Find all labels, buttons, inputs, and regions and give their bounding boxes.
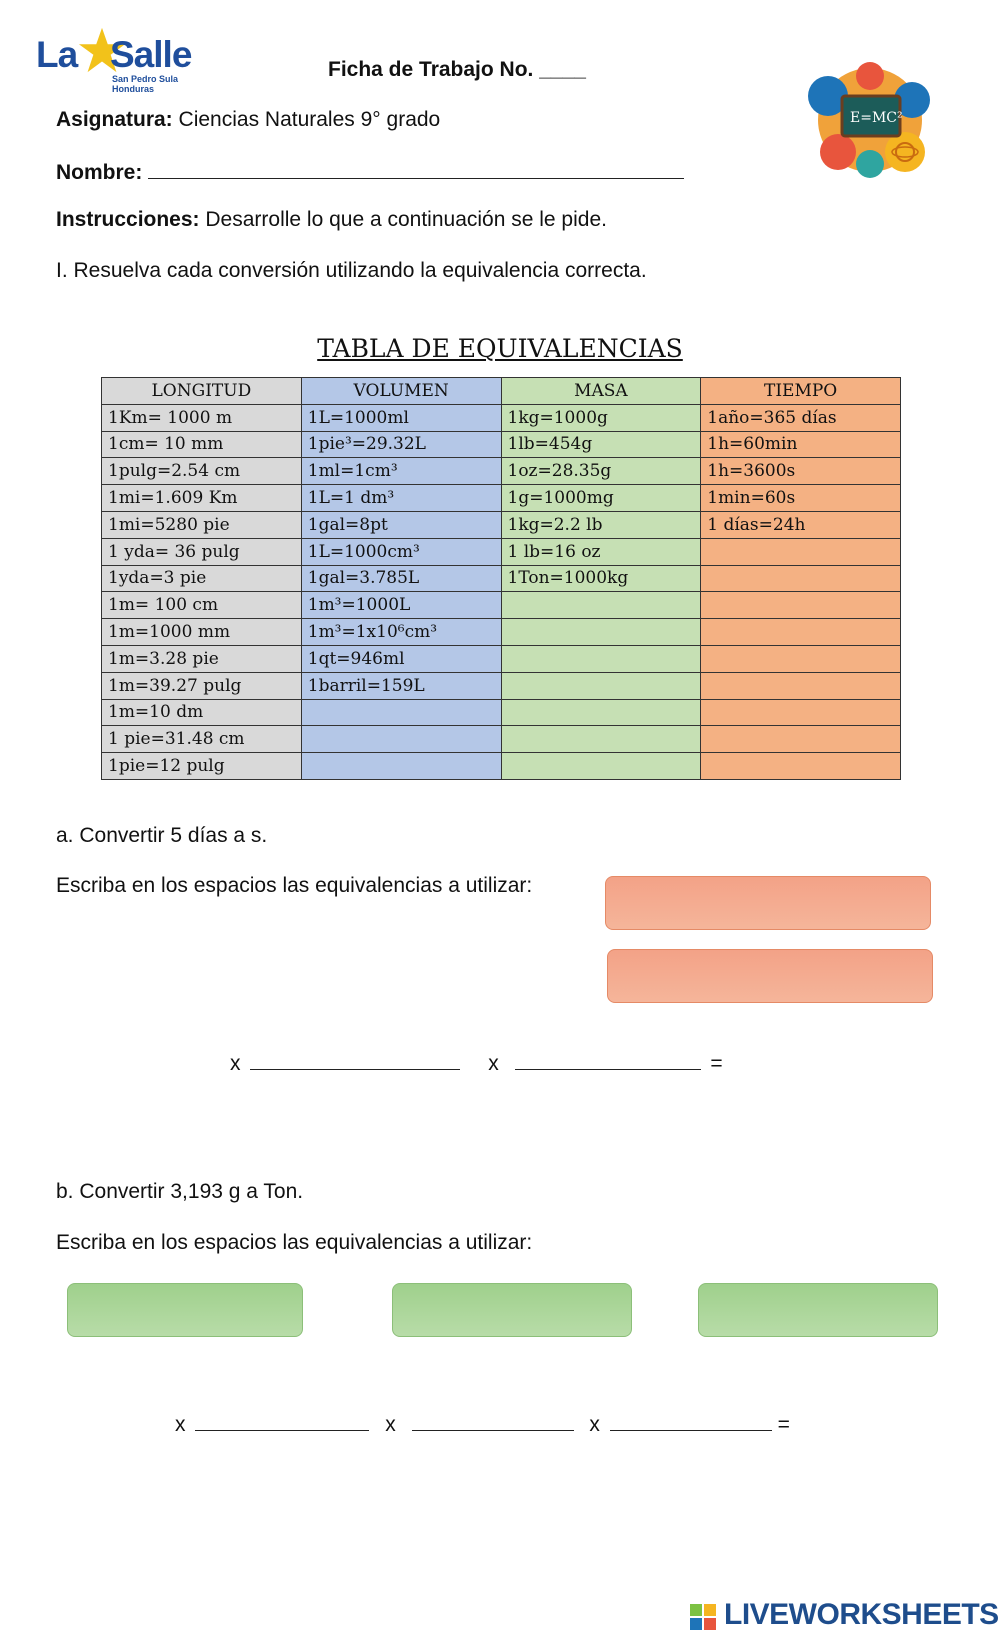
table-row bbox=[102, 619, 901, 646]
cell-masa: 1 lb=16 oz bbox=[501, 538, 701, 565]
cell-masa bbox=[501, 699, 701, 726]
cell-longitud: 1m=10 dm bbox=[102, 699, 302, 726]
table-row bbox=[102, 511, 901, 538]
cell-volumen: 1barril=159L bbox=[301, 672, 501, 699]
equals-sign: = bbox=[777, 1413, 790, 1436]
header-longitud: LONGITUD bbox=[102, 378, 302, 405]
answer-box-b3[interactable] bbox=[698, 1283, 938, 1337]
subject-line bbox=[56, 108, 440, 132]
cell-longitud: 1m=3.28 pie bbox=[102, 645, 302, 672]
blank-b3[interactable] bbox=[610, 1410, 772, 1431]
name-label: Nombre: bbox=[56, 161, 143, 184]
table-row bbox=[102, 431, 901, 458]
cell-tiempo: 1min=60s bbox=[701, 485, 901, 512]
table-row bbox=[102, 726, 901, 753]
cell-tiempo bbox=[701, 699, 901, 726]
cell-masa: 1kg=1000g bbox=[501, 404, 701, 431]
cell-masa bbox=[501, 592, 701, 619]
cell-tiempo bbox=[701, 726, 901, 753]
exercise-a-instruction: Escriba en los espacios las equivalencias a utilizar: bbox=[56, 874, 533, 897]
cell-masa: 1Ton=1000kg bbox=[501, 565, 701, 592]
blank-b2[interactable] bbox=[412, 1410, 574, 1431]
cell-volumen: 1ml=1cm³ bbox=[301, 458, 501, 485]
cell-tiempo: 1 días=24h bbox=[701, 511, 901, 538]
cell-longitud: 1m=39.27 pulg bbox=[102, 672, 302, 699]
cell-volumen: 1L=1000ml bbox=[301, 404, 501, 431]
cell-masa bbox=[501, 645, 701, 672]
cell-longitud: 1 yda= 36 pulg bbox=[102, 538, 302, 565]
cell-volumen: 1gal=8pt bbox=[301, 511, 501, 538]
header-volumen: VOLUMEN bbox=[301, 378, 501, 405]
cell-volumen bbox=[301, 699, 501, 726]
cell-longitud: 1m=1000 mm bbox=[102, 619, 302, 646]
equals-sign: = bbox=[710, 1052, 723, 1075]
cell-tiempo bbox=[701, 672, 901, 699]
cell-volumen: 1pie³=29.32L bbox=[301, 431, 501, 458]
cell-volumen: 1qt=946ml bbox=[301, 645, 501, 672]
cell-tiempo bbox=[701, 538, 901, 565]
multiply-sign: x bbox=[488, 1052, 499, 1075]
cell-masa bbox=[501, 753, 701, 780]
blank-b1[interactable] bbox=[195, 1410, 369, 1431]
instructions-text: Desarrolle lo que a continuación se le pide. bbox=[205, 208, 607, 231]
multiply-sign: x bbox=[175, 1413, 186, 1436]
answer-box-b2[interactable] bbox=[392, 1283, 632, 1337]
subject-value: Ciencias Naturales 9° grado bbox=[178, 108, 441, 131]
cell-masa: 1lb=454g bbox=[501, 431, 701, 458]
liveworksheets-logo bbox=[690, 1598, 999, 1636]
exercise-b-equation bbox=[175, 1410, 790, 1437]
multiply-sign: x bbox=[230, 1052, 241, 1075]
brand-text: LIVEWORKSHEETS bbox=[724, 1598, 999, 1631]
logo-text-la: La bbox=[36, 34, 78, 75]
cell-tiempo bbox=[701, 645, 901, 672]
table-header-row bbox=[102, 378, 901, 405]
cell-masa: 1oz=28.35g bbox=[501, 458, 701, 485]
name-input[interactable] bbox=[148, 158, 684, 179]
cell-tiempo bbox=[701, 565, 901, 592]
logo-text-salle: Salle bbox=[110, 34, 192, 75]
table-row bbox=[102, 645, 901, 672]
answer-box-a2[interactable] bbox=[607, 949, 933, 1003]
cell-tiempo bbox=[701, 753, 901, 780]
cell-longitud: 1m= 100 cm bbox=[102, 592, 302, 619]
cell-masa: 1g=1000mg bbox=[501, 485, 701, 512]
multiply-sign: x bbox=[589, 1413, 600, 1436]
science-illustration-icon bbox=[800, 52, 940, 192]
cell-volumen: 1L=1 dm³ bbox=[301, 485, 501, 512]
table-row bbox=[102, 699, 901, 726]
liveworksheets-icon bbox=[690, 1604, 716, 1630]
cell-longitud: 1 pie=31.48 cm bbox=[102, 726, 302, 753]
cell-volumen: 1m³=1x10⁶cm³ bbox=[301, 619, 501, 646]
svg-text:E=MC²: E=MC² bbox=[850, 110, 903, 126]
cell-longitud: 1pulg=2.54 cm bbox=[102, 458, 302, 485]
table-row bbox=[102, 485, 901, 512]
table-row bbox=[102, 538, 901, 565]
instructions-line bbox=[56, 208, 607, 232]
multiply-sign: x bbox=[385, 1413, 396, 1436]
cell-volumen bbox=[301, 753, 501, 780]
table-row bbox=[102, 592, 901, 619]
cell-longitud: 1mi=5280 pie bbox=[102, 511, 302, 538]
exercise-b-instruction: Escriba en los espacios las equivalencias a utilizar: bbox=[56, 1231, 533, 1254]
cell-masa bbox=[501, 726, 701, 753]
header-tiempo: TIEMPO bbox=[701, 378, 901, 405]
cell-tiempo: 1h=60min bbox=[701, 431, 901, 458]
table-row bbox=[102, 565, 901, 592]
instructions-label: Instrucciones: bbox=[56, 208, 200, 231]
cell-masa bbox=[501, 672, 701, 699]
answer-box-b1[interactable] bbox=[67, 1283, 303, 1337]
answer-box-a1[interactable] bbox=[605, 876, 931, 930]
cell-masa bbox=[501, 619, 701, 646]
table-body bbox=[102, 404, 901, 779]
logo-subtitle: San Pedro Sula Honduras bbox=[112, 74, 179, 94]
subject-label: Asignatura: bbox=[56, 108, 173, 131]
cell-longitud: 1yda=3 pie bbox=[102, 565, 302, 592]
table-row bbox=[102, 458, 901, 485]
cell-masa: 1kg=2.2 lb bbox=[501, 511, 701, 538]
exercise-a-equation bbox=[230, 1049, 723, 1076]
cell-longitud: 1pie=12 pulg bbox=[102, 753, 302, 780]
cell-volumen: 1m³=1000L bbox=[301, 592, 501, 619]
cell-longitud: 1cm= 10 mm bbox=[102, 431, 302, 458]
blank-a1[interactable] bbox=[250, 1049, 460, 1070]
cell-longitud: 1Km= 1000 m bbox=[102, 404, 302, 431]
blank-a2[interactable] bbox=[515, 1049, 701, 1070]
school-logo bbox=[36, 28, 196, 94]
section-heading: I. Resuelva cada conversión utilizando la equivalencia correcta. bbox=[56, 259, 647, 282]
worksheet-title: Ficha de Trabajo No. ____ bbox=[328, 58, 586, 81]
cell-tiempo: 1año=365 días bbox=[701, 404, 901, 431]
name-line bbox=[56, 158, 684, 185]
exercise-b-prompt: b. Convertir 3,193 g a Ton. bbox=[56, 1180, 304, 1203]
header-masa: MASA bbox=[501, 378, 701, 405]
cell-volumen: 1L=1000cm³ bbox=[301, 538, 501, 565]
cell-volumen bbox=[301, 726, 501, 753]
table-row bbox=[102, 404, 901, 431]
table-row bbox=[102, 672, 901, 699]
cell-tiempo bbox=[701, 592, 901, 619]
cell-tiempo: 1h=3600s bbox=[701, 458, 901, 485]
cell-tiempo bbox=[701, 619, 901, 646]
equivalence-table bbox=[101, 377, 901, 780]
exercise-a-prompt: a. Convertir 5 días a s. bbox=[56, 824, 268, 847]
table-row bbox=[102, 753, 901, 780]
cell-longitud: 1mi=1.609 Km bbox=[102, 485, 302, 512]
table-title: TABLA DE EQUIVALENCIAS bbox=[317, 334, 683, 363]
cell-volumen: 1gal=3.785L bbox=[301, 565, 501, 592]
